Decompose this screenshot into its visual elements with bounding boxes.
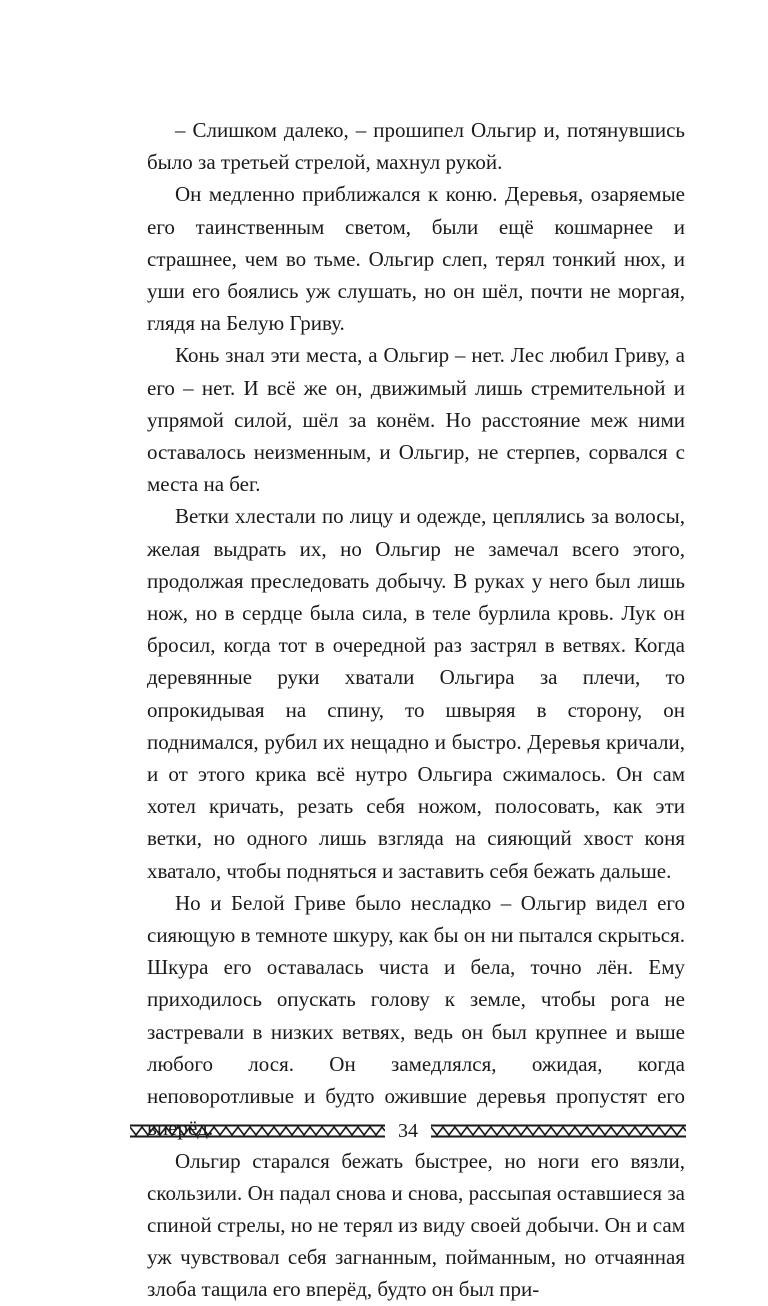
paragraph-2: Он медленно приближался к коню. Деревья, озаряемые его таинственным светом, были ещё кошмарнее и страшнее, чем во тьме. Ольгир слеп, терял тонкий нюх, и уши его боялись уж слушать, но он шёл, почти не моргая, глядя на Белую Гриву.	[147, 182, 685, 336]
left-ornament-icon	[130, 1124, 385, 1138]
paragraph-6: Ольгир старался бежать быстрее, но ноги его вязли, скользили. Он падал снова и снова, рассыпая оставшиеся за спиной стрелы, но не терял из виду своей добычи. Он и сам уж чувствовал себя загнанным, пойманным, но отчаянная злоба тащила его вперёд, будто он был при-	[147, 1148, 685, 1302]
paragraph-3: Конь знал эти места, а Ольгир – нет. Лес любил Гриву, а его – нет. И всё же он, движимый лишь стремительной и упрямой силой, шёл за конём. Но расстояние меж ними оставалось неизменным, и Ольгир, не стерпев, сорвался с места на бег.	[147, 343, 685, 497]
page-number: 34	[398, 1120, 418, 1142]
paragraph-5: Но и Белой Гриве было несладко – Ольгир видел его сияющую в темноте шкуру, как бы он ни пытался скрыться. Шкура его оставалась чиста и бела, точно лён. Ему приходилось опускать голову к земле, чтобы рога не застревали в низких ветвях, ведь он был крупнее и выше любого лося. Он замедлялся, ожидая, когда неповоротливые и будто ожившие деревья пропустят его вперёд.	[147, 890, 685, 1141]
paragraph-4: Ветки хлестали по лицу и одежде, цеплялись за волосы, желая выдрать их, но Ольгир не замечал всего этого, продолжая преследовать добычу. В руках у него был лишь нож, но в сердце была сила, в теле бурлила кровь. Лук он бросил, когда тот в очередной раз застрял в ветвях. Когда деревянные руки хватали Ольгира за плечи, то опрокидывая на спину, то швыряя в сторону, он поднимался, рубил их нещадно и быстро. Деревья кричали, и от этого крика всё нутро Ольгира сжималось. Он сам хотел кричать, резать себя ножом, полосовать, как эти ветки, но одного лишь взгляда на сияющий хвост коня хватало, чтобы подняться и заставить себя бежать дальше.	[147, 504, 685, 883]
right-ornament-icon	[431, 1124, 686, 1138]
paragraph-1: – Слишком далеко, – прошипел Ольгир и, потянувшись было за третьей стрелой, махнул рукой.	[147, 118, 685, 175]
page-footer	[130, 1118, 686, 1144]
